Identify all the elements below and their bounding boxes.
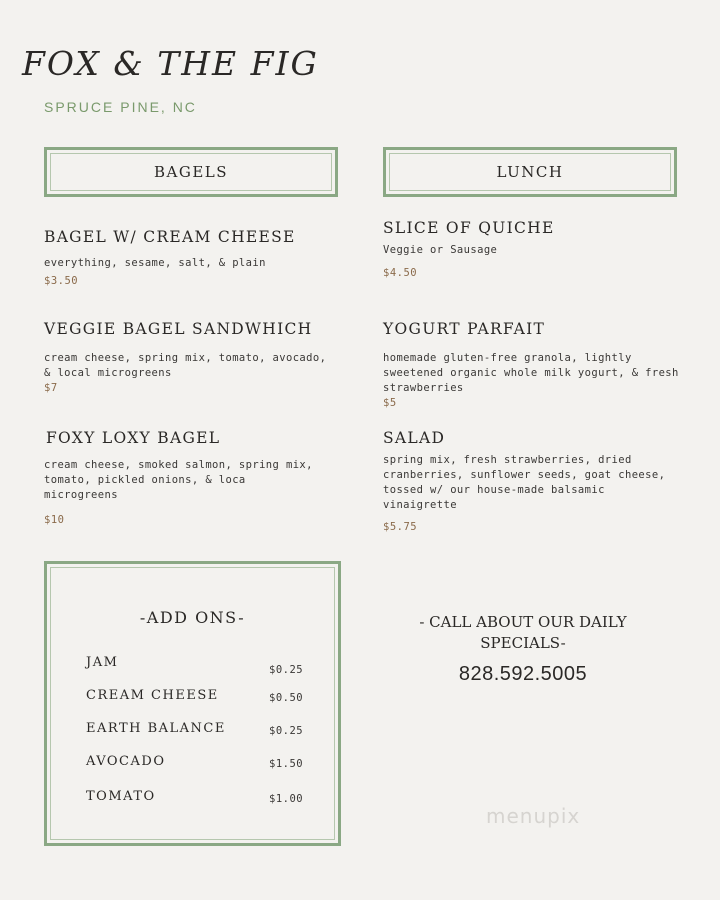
- menu-item-description: cream cheese, spring mix, tomato, avocado, & local microgreens: [44, 352, 327, 379]
- lunch-section-header: [383, 147, 677, 197]
- phone-number: 828.592.5005: [458, 663, 588, 685]
- addon-name: AVOCADO: [86, 754, 166, 769]
- menu-item-name: SLICE OF QUICHE: [383, 219, 555, 237]
- addons-inner-frame: [50, 567, 335, 840]
- menu-item-description: everything, sesame, salt, & plain: [44, 257, 266, 269]
- lunch-heading: LUNCH: [389, 153, 671, 191]
- menu-item-name: VEGGIE BAGEL SANDWHICH: [44, 320, 313, 338]
- watermark: menupix: [486, 804, 581, 828]
- menu-item-name: YOGURT PARFAIT: [383, 320, 546, 338]
- addon-name: EARTH BALANCE: [86, 721, 226, 736]
- addon-price: $1.50: [269, 758, 304, 770]
- menu-item-price: $10: [44, 514, 65, 526]
- addons-heading: -ADD ONS-: [139, 608, 246, 627]
- menu-item: [44, 320, 334, 394]
- menu-item-price: $5.75: [383, 521, 418, 533]
- menu-item-description: Veggie or Sausage: [383, 244, 498, 256]
- addon-name: JAM: [86, 655, 119, 670]
- addon-name: CREAM CHEESE: [86, 688, 219, 703]
- bagels-heading: BAGELS: [50, 153, 332, 191]
- restaurant-location: SPRUCE PINE, NC: [44, 99, 197, 115]
- menu-item-description: cream cheese, smoked salmon, spring mix, tomato, pickled onions, & loca microgreens: [44, 459, 313, 501]
- menu-item-description: homemade gluten-free granola, lightly sweetened organic whole milk yogurt, & fresh strawberries: [383, 352, 679, 394]
- menu-item: [44, 429, 320, 526]
- addon-name: TOMATO: [86, 789, 156, 804]
- menu-item: [383, 219, 683, 279]
- menu-item-price: $7: [44, 382, 58, 394]
- bagels-section-header: [44, 147, 338, 197]
- menu-item: [44, 228, 334, 287]
- addon-price: $1.00: [269, 793, 304, 805]
- addon-price: $0.25: [269, 664, 304, 676]
- menu-item-price: $3.50: [44, 275, 79, 287]
- menu-item: [383, 320, 683, 409]
- daily-specials-note: - CALL ABOUT OUR DAILY SPECIALS-: [419, 613, 627, 652]
- menu-item-price: $4.50: [383, 267, 418, 279]
- menu-item: [383, 429, 683, 533]
- addon-price: $0.25: [269, 725, 304, 737]
- menu-item-price: $5: [383, 397, 397, 409]
- menu-item-name: FOXY LOXY BAGEL: [46, 429, 221, 447]
- menu-item-name: SALAD: [383, 429, 446, 447]
- restaurant-title: FOX & THE FIG: [22, 44, 319, 83]
- addon-price: $0.50: [269, 692, 304, 704]
- menu-item-name: BAGEL W/ CREAM CHEESE: [44, 228, 296, 246]
- addons-box: [44, 561, 341, 846]
- menu-item-description: spring mix, fresh strawberries, dried cranberries, sunflower seeds, goat cheese, tossed w/ our house-made balsamic vinaigrette: [383, 454, 666, 511]
